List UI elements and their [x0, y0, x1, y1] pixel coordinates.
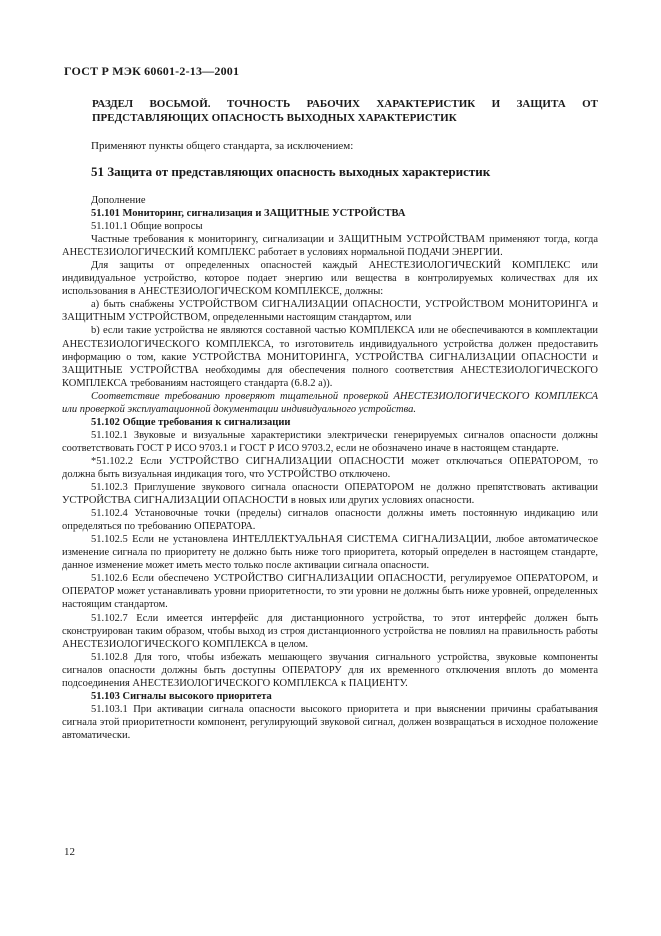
paragraph: Частные требования к мониторингу, сигнализации и ЗАЩИТНЫМ УСТРОЙСТВАМ применяют тогда, когда АНЕСТЕЗИОЛОГИЧЕСКИЙ КОМПЛЕКС работает в условиях нормальной ПОДАЧИ ЭНЕРГИИ.	[62, 234, 598, 259]
section-title: РАЗДЕЛ ВОСЬМОЙ. ТОЧНОСТЬ РАБОЧИХ ХАРАКТЕРИСТИК И ЗАЩИТА ОТ ПРЕДСТАВЛЯЮЩИХ ОПАСНОСТЬ ВЫХОДНЫХ ХАРАКТЕРИСТИК	[92, 98, 598, 124]
paragraph: 51.102.3 Приглушение звукового сигнала опасности ОПЕРАТОРОМ не должно препятствовать активации УСТРОЙСТВА СИГНАЛИЗАЦИИ ОПАСНОСТИ в новых или других условиях опасности.	[62, 482, 598, 507]
paragraph: 51.102.4 Установочные точки (пределы) сигналов опасности должны иметь постоянную индикацию или определяться по требованию ОПЕРАТОРА.	[62, 508, 598, 533]
list-item: а) быть снабжены УСТРОЙСТВОМ СИГНАЛИЗАЦИИ ОПАСНОСТИ, УСТРОЙСТВОМ МОНИТОРИНГА и ЗАЩИТНЫМ УСТРОЙСТВОМ, определенными настоящим стандартом, или	[62, 299, 598, 324]
intro-text: Применяют пункты общего стандарта, за исключением:	[91, 140, 354, 152]
paragraph: 51.102.7 Если имеется интерфейс для дистанционного устройства, то этот интерфейс должен быть сконструирован таким образом, чтобы выход из строя дистанционного устройства не повлиял на правильность работы АНЕСТЕЗИОЛОГИЧЕСКОГО КОМПЛЕКСА в целом.	[62, 612, 598, 650]
paragraph: 51.103.1 При активации сигнала опасности высокого приоритета и при выяснении причины срабатывания сигнала этой приоритетности компонент, регулирующий звуковой сигнал, должен возвращаться в исходное положение автоматически.	[62, 703, 598, 741]
paragraph: 51.102.8 Для того, чтобы избежать мешающего звучания сигнального устройства, звуковые компоненты сигналов опасности должны быть доступны ОПЕРАТОРУ для их временного отключения вплоть до момента подсоединения АНЕСТЕЗИОЛОГИЧЕСКОГО КОМПЛЕКСА к ПАЦИЕНТУ.	[62, 651, 598, 689]
paragraph: 51.102.5 Если не установлена ИНТЕЛЛЕКТУАЛЬНАЯ СИСТЕМА СИГНАЛИЗАЦИИ, любое автоматическое изменение сигнала по приоритету не должно быть ниже того приоритета, который определен в настоящем стандарте, данное изменение может иметь место только после активации сигнала опасности.	[62, 534, 598, 572]
clause-title: 51 Защита от представляющих опасность выходных характеристик	[91, 164, 491, 179]
document-header: ГОСТ Р МЭК 60601-2-13—2001	[64, 64, 240, 78]
subclause-heading: 51.102 Общие требования к сигнализации	[91, 416, 291, 428]
subclause-heading-plain: 51.101.1 Общие вопросы	[91, 221, 203, 233]
paragraph: Для защиты от определенных опасностей каждый АНЕСТЕЗИОЛОГИЧЕСКИЙ КОМПЛЕКС или индивидуальное устройство, которое подает энергию или вещества в контролируемых количествах для их использования в АНЕСТЕЗИОЛОГИЧЕСКОМ КОМПЛЕКСЕ, должны:	[62, 260, 598, 298]
paragraph: 51.102.1 Звуковые и визуальные характеристики электрически генерируемых сигналов опасности должны соответствовать ГОСТ Р ИСО 9703.1 и ГОСТ Р ИСО 9703.2, если не обозначено иначе в настоящем стандарте.	[62, 429, 598, 454]
list-item: b) если такие устройства не являются составной частью КОМПЛЕКСА или не обеспечиваются в комплектации АНЕСТЕЗИОЛОГИЧЕСКОГО КОМПЛЕКСА, то изготовитель индивидуального устройства должен предоставить информацию о том, какие УСТРОЙСТВА МОНИТОРИНГА, УСТРОЙСТВА СИГНАЛИЗАЦИИ ОПАСНОСТИ и ЗАЩИТНЫЕ УСТРОЙСТВА необходимы для обеспечения полного соответствия АНЕСТЕЗИОЛОГИЧЕСКОГО КОМПЛЕКСА требованиям настоящего стандарта (6.8.2 а)).	[62, 325, 598, 389]
compliance-note: Соответствие требованию проверяют тщательной проверкой АНЕСТЕЗИОЛОГИЧЕСКОГО КОМПЛЕКСА или проверкой эксплуатационной документации индивидуального устройства.	[62, 390, 598, 415]
paragraph: 51.102.6 Если обеспечено УСТРОЙСТВО СИГНАЛИЗАЦИИ ОПАСНОСТИ, регулируемое ОПЕРАТОРОМ, и ОПЕРАТОР может устанавливать уровни приоритетности, то эти уровни не должны быть ниже уровней, определенных настоящим стандартом.	[62, 573, 598, 611]
subclause-heading: 51.103 Сигналы высокого приоритета	[91, 690, 272, 702]
paragraph: *51.102.2 Если УСТРОЙСТВО СИГНАЛИЗАЦИИ ОПАСНОСТИ может отключаться ОПЕРАТОРОМ, то должна быть визуальная индикация того, что УСТРОЙСТВО отключено.	[62, 455, 598, 480]
subclause-heading: 51.101 Мониторинг, сигнализация и ЗАЩИТНЫЕ УСТРОЙСТВА	[91, 208, 406, 220]
paragraph-addition: Дополнение	[91, 195, 146, 206]
page-number: 12	[64, 846, 75, 858]
body-text	[62, 194, 598, 742]
